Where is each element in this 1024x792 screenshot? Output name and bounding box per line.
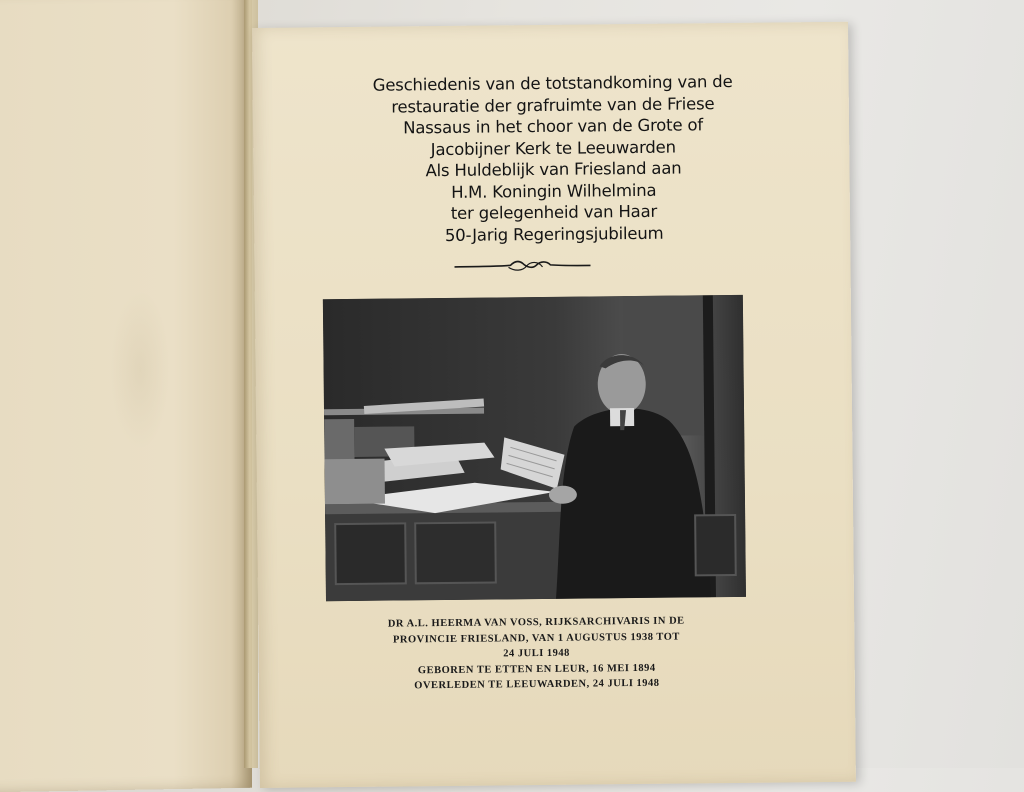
title-line-4: Jacobijner Kerk te Leeuwarden (430, 137, 676, 159)
caption-line-1: DR A.L. HEERMA VAN VOSS, RIJKSARCHIVARIS IN DE (387, 615, 685, 630)
title-line-5: Als Huldeblijk van Friesland aan (425, 158, 682, 181)
title-line-7: ter gelegenheid van Haar (450, 201, 658, 223)
left-page (0, 0, 252, 792)
caption-line-5: OVERLEDEN TE LEEUWARDEN, 24 JULI 1948 (414, 677, 660, 692)
document-title (293, 70, 815, 247)
ornament-flourish (452, 256, 592, 273)
right-page (252, 22, 856, 788)
title-line-2: restauratie der grafruimte van de Friese (391, 93, 715, 117)
title-line-8: 50-Jarig Regeringsjubileum (444, 223, 664, 245)
portrait-photo (323, 295, 746, 601)
caption-line-3: 24 JULI 1948 (503, 647, 570, 660)
title-line-1: Geschiedenis van de totstandkoming van de (372, 71, 733, 95)
title-line-6: H.M. Koningin Wilhelmina (451, 180, 657, 202)
photo-caption (316, 613, 757, 695)
photo-illustration (323, 295, 746, 601)
caption-line-2: PROVINCIE FRIESLAND, VAN 1 AUGUSTUS 1938 TOT (392, 631, 680, 646)
title-line-3: Nassaus in het choor van de Grote of (403, 115, 703, 138)
caption-line-4: GEBOREN TE ETTEN EN LEUR, 16 MEI 1894 (417, 662, 656, 676)
